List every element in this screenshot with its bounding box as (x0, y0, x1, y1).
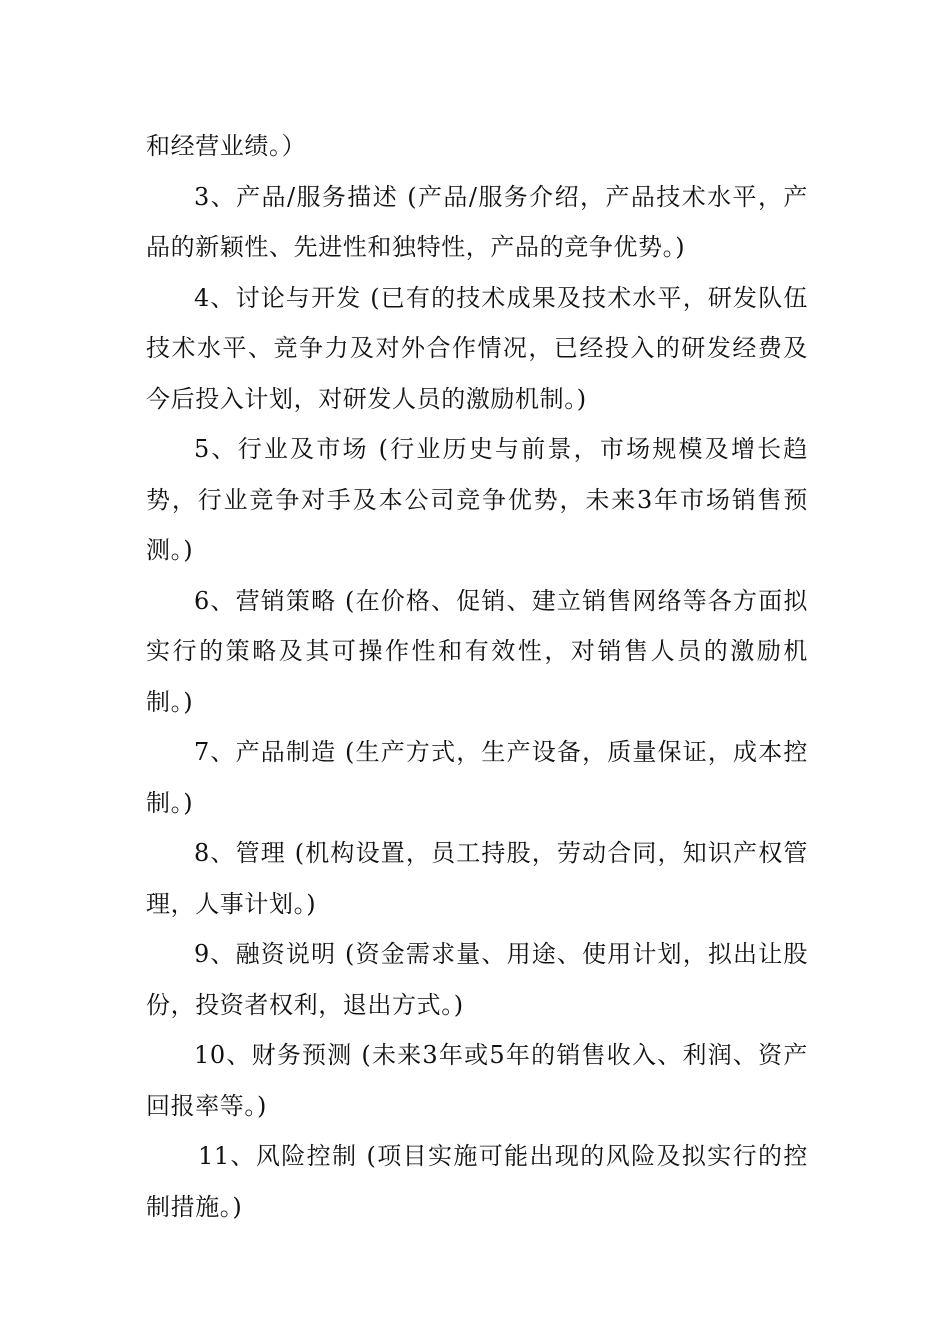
document-body (146, 121, 808, 1232)
section-3-product-service: 3、产品/服务描述 (产品/服务介绍，产品技术水平，产品的新颖性、先进性和独特性，产品的竞争优势。) (146, 182, 808, 261)
section-11-risk-control: 11、风险控制 (项目实施可能出现的风险及拟实行的控制措施。) (146, 1142, 808, 1221)
section-4-research-development: 4、讨论与开发 (已有的技术成果及技术水平，研发队伍技术水平、竞争力及对外合作情况，已经投入的研发经费及今后投入计划，对研发人员的激励机制。) (146, 283, 808, 413)
section-10-financial-forecast: 10、财务预测 (未来3年或5年的销售收入、利润、资产回报率等。) (146, 1041, 808, 1120)
section-7-production: 7、产品制造 (生产方式，生产设备，质量保证，成本控制。) (146, 738, 808, 817)
section-5-industry-market: 5、行业及市场 (行业历史与前景，市场规模及增长趋势，行业竞争对手及本公司竞争优势，未来3年市场销售预测。) (146, 435, 808, 564)
section-8-management: 8、管理 (机构设置，员工持股，劳动合同，知识产权管理，人事计划。) (146, 839, 808, 918)
section-6-marketing-strategy: 6、营销策略 (在价格、促销、建立销售网络等各方面拟实行的策略及其可操作性和有效性，对销售人员的激励机制。) (146, 586, 808, 716)
section-9-financing: 9、融资说明 (资金需求量、用途、使用计划，拟出让股份，投资者权利，退出方式。) (146, 940, 808, 1019)
continued-paragraph: 和经营业绩。） (146, 132, 307, 160)
